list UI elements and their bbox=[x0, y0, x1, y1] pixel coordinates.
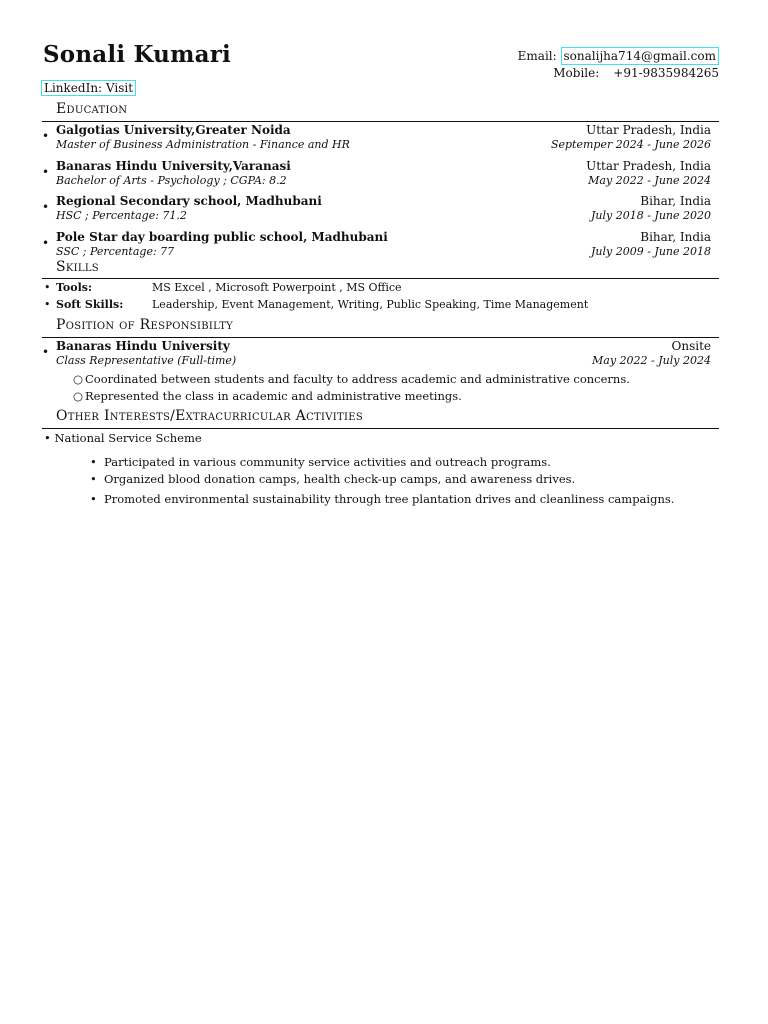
section-divider bbox=[42, 337, 719, 338]
circle-bullet-icon: ○ bbox=[73, 389, 84, 403]
role-title: Class Representative (Full-time) bbox=[56, 354, 237, 367]
institution-name: Banaras Hindu University,Varanasi bbox=[56, 159, 291, 173]
degree: Master of Business Administration - Finance and HR bbox=[56, 138, 350, 151]
section-divider bbox=[42, 121, 719, 122]
degree: Bachelor of Arts - Psychology ; CGPA: 8.2 bbox=[56, 174, 287, 187]
email-line bbox=[518, 49, 719, 63]
position-entry bbox=[42, 339, 711, 369]
bullet-icon: • bbox=[42, 200, 50, 214]
date-range: July 2009 - June 2018 bbox=[590, 245, 711, 258]
email-link[interactable]: sonalijha714@gmail.com bbox=[561, 47, 719, 65]
skill-label: Tools: bbox=[56, 281, 93, 294]
email-label: Email: bbox=[517, 49, 557, 63]
institution-location: Uttar Pradesh, India bbox=[586, 159, 711, 173]
bullet-icon: • bbox=[42, 236, 50, 250]
education-entry bbox=[42, 123, 711, 153]
degree: SSC ; Percentage: 77 bbox=[56, 245, 175, 258]
institution-location: Bihar, India bbox=[640, 194, 711, 208]
mobile-number: +91-9835984265 bbox=[613, 66, 719, 80]
date-range: May 2022 - July 2024 bbox=[592, 354, 711, 367]
education-entry bbox=[42, 194, 711, 224]
activity-point: • Organized blood donation camps, health check-up camps, and awareness drives. bbox=[90, 472, 576, 486]
date-range: May 2022 - June 2024 bbox=[588, 174, 711, 187]
degree: HSC ; Percentage: 71.2 bbox=[56, 209, 187, 222]
institution-name: Galgotias University,Greater Noida bbox=[56, 123, 291, 137]
linkedin-link[interactable]: LinkedIn: Visit bbox=[41, 80, 136, 96]
section-divider bbox=[42, 428, 719, 429]
bullet-icon: • bbox=[90, 455, 97, 469]
position-location: Onsite bbox=[671, 339, 711, 353]
position-point: ○ Represented the class in academic and administrative meetings. bbox=[73, 389, 462, 403]
skill-value: Leadership, Event Management, Writing, Public Speaking, Time Management bbox=[152, 298, 589, 311]
date-range: Septemper 2024 - June 2026 bbox=[550, 138, 711, 151]
activity-point: • Participated in various community service activities and outreach programs. bbox=[90, 455, 551, 469]
circle-bullet-icon: ○ bbox=[73, 372, 84, 386]
institution-name: Pole Star day boarding public school, Madhubani bbox=[56, 230, 388, 244]
section-divider bbox=[42, 278, 719, 279]
skill-label: Soft Skills: bbox=[56, 298, 124, 311]
section-title-skills: Skills bbox=[56, 259, 99, 275]
education-entry bbox=[42, 230, 711, 260]
institution-name: Regional Secondary school, Madhubani bbox=[56, 194, 322, 208]
position-point: ○ Coordinated between students and faculty to address academic and administrative concerns. bbox=[73, 372, 630, 386]
mobile-line bbox=[553, 66, 719, 80]
date-range: July 2018 - June 2020 bbox=[590, 209, 711, 222]
institution-location: Bihar, India bbox=[640, 230, 711, 244]
candidate-name: Sonali Kumari bbox=[43, 41, 231, 68]
bullet-icon: • bbox=[44, 281, 51, 294]
organization-name: Banaras Hindu University bbox=[56, 339, 230, 353]
section-title-position: Position of Responsibilty bbox=[56, 317, 234, 333]
bullet-icon: • bbox=[42, 129, 50, 143]
education-entry bbox=[42, 159, 711, 189]
section-title-education: Education bbox=[56, 101, 128, 117]
mobile-label: Mobile: bbox=[553, 66, 600, 80]
bullet-icon: • bbox=[90, 472, 97, 486]
bullet-icon: • bbox=[42, 165, 50, 179]
activity-point: • Promoted environmental sustainability through tree plantation drives and cleanliness campaigns. bbox=[90, 492, 675, 506]
skill-value: MS Excel , Microsoft Powerpoint , MS Office bbox=[152, 281, 402, 294]
bullet-icon: • bbox=[90, 492, 97, 506]
bullet-icon: • bbox=[44, 431, 51, 445]
bullet-icon: • bbox=[44, 298, 51, 311]
section-title-interests: Other Interests/Extracurricular Activities bbox=[56, 408, 364, 424]
interest-item: • National Service Scheme bbox=[44, 431, 202, 445]
institution-location: Uttar Pradesh, India bbox=[586, 123, 711, 137]
bullet-icon: • bbox=[42, 345, 50, 359]
